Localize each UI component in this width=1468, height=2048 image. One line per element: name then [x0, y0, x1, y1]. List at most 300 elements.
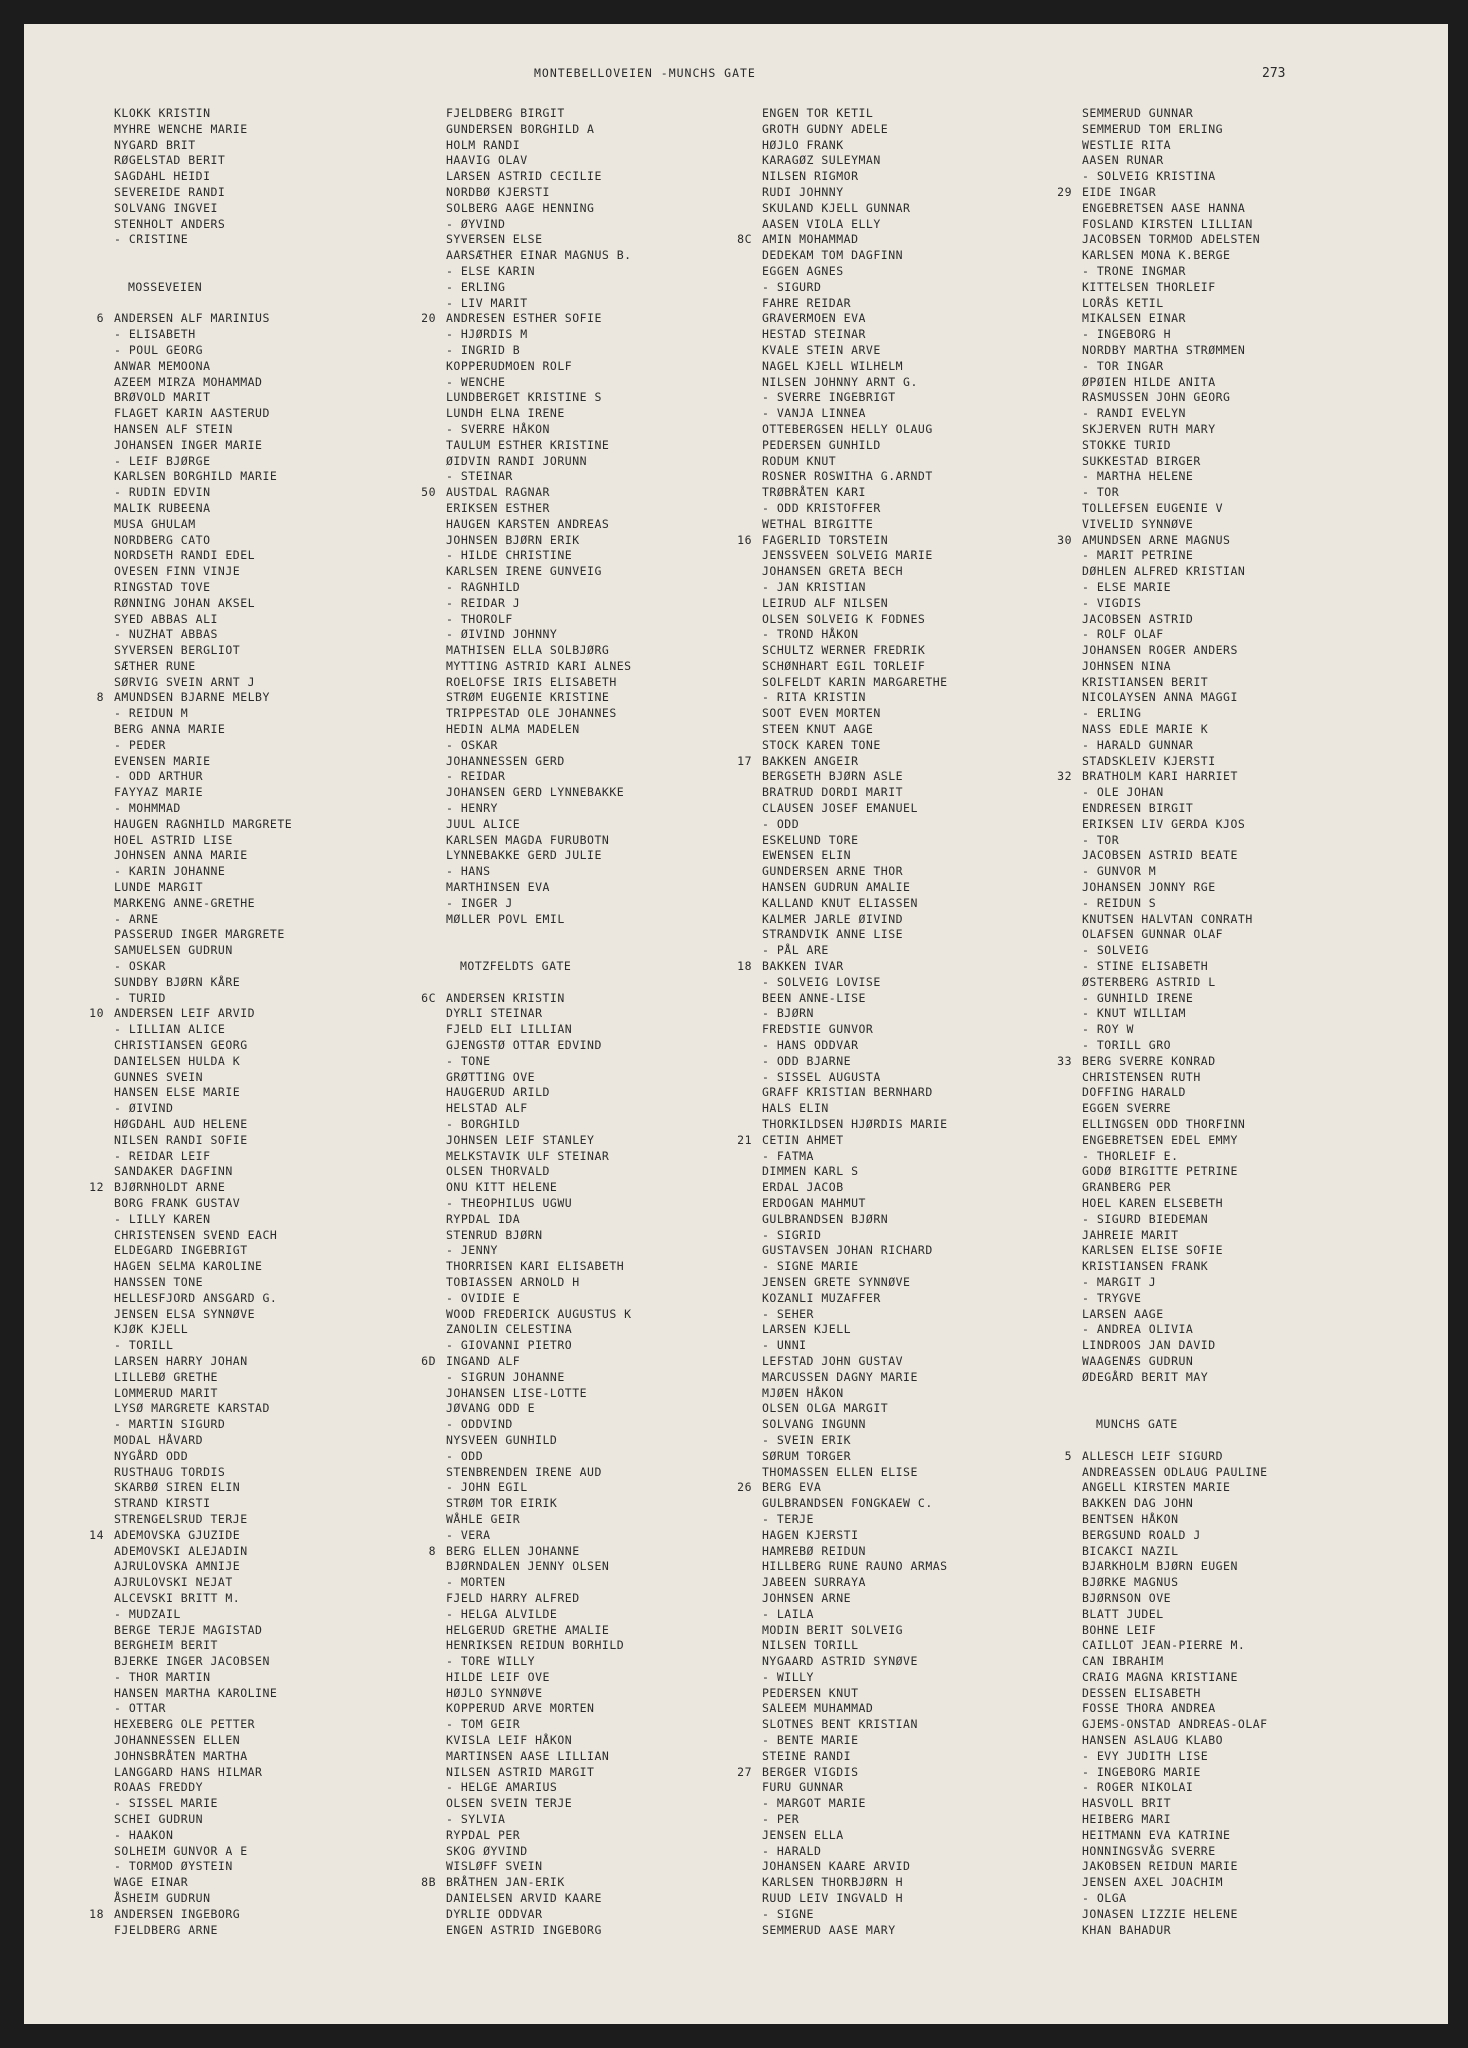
resident-entry	[86, 1496, 292, 1512]
resident-entry	[86, 1291, 292, 1307]
resident-name: EIDE INGAR	[1082, 184, 1157, 199]
resident-name: - LAILA	[762, 1606, 814, 1621]
resident-name: BERG ELLEN JOHANNE	[446, 1543, 580, 1558]
resident-name: NORDSETH RANDI EDEL	[114, 548, 256, 563]
resident-entry	[734, 1022, 948, 1038]
column-3	[734, 106, 948, 1938]
resident-name: BORG FRANK GUSTAV	[114, 1195, 241, 1210]
resident-entry	[86, 343, 292, 359]
resident-name: - TORE WILLY	[446, 1654, 536, 1669]
resident-entry	[734, 1449, 948, 1465]
resident-entry	[1054, 706, 1268, 722]
resident-entry	[734, 1212, 948, 1228]
resident-name: - TORILL	[114, 1338, 174, 1353]
resident-name: THORKILDSEN HJØRDIS MARIE	[762, 1117, 948, 1131]
resident-name: - OLE JOHAN	[1082, 785, 1164, 800]
resident-name: INGAND ALF	[446, 1353, 521, 1368]
resident-entry	[1054, 1733, 1268, 1749]
resident-name: - GIOVANNI PIETRO	[446, 1338, 573, 1353]
resident-name: STENRUD BJØRN	[446, 1227, 543, 1242]
resident-name: ESKELUND TORE	[762, 832, 859, 847]
resident-entry	[1054, 1291, 1268, 1307]
resident-name: GRAFF KRISTIAN BERNHARD	[762, 1085, 933, 1100]
resident-entry	[86, 1891, 292, 1907]
resident-name: ANDERSEN KRISTIN	[446, 990, 565, 1005]
resident-name: - SVERRE INGEBRIGT	[762, 390, 896, 405]
resident-name: BJØRNSON OVE	[1082, 1590, 1172, 1605]
resident-entry	[1054, 1654, 1268, 1670]
blank-line	[418, 975, 632, 991]
resident-name: - ERLING	[1082, 706, 1142, 721]
resident-entry	[418, 153, 632, 169]
resident-name: AASEN RUNAR	[1082, 153, 1164, 168]
resident-name: HASVOLL BRIT	[1082, 1796, 1172, 1811]
resident-entry	[734, 738, 948, 754]
resident-name: MYTTING ASTRID KARI ALNES	[446, 658, 632, 673]
resident-entry	[734, 706, 948, 722]
resident-name: - HENRY	[446, 801, 498, 816]
resident-entry	[86, 817, 292, 833]
resident-entry	[86, 912, 292, 928]
resident-entry	[418, 833, 632, 849]
resident-entry	[86, 406, 292, 422]
resident-entry	[1054, 1054, 1268, 1070]
resident-entry	[418, 485, 632, 501]
resident-name: SØRUM TORGER	[762, 1448, 852, 1463]
resident-entry	[734, 1512, 948, 1528]
resident-entry	[418, 1449, 632, 1465]
resident-name: ØSTERBERG ASTRID L	[1082, 974, 1216, 989]
resident-entry	[734, 1528, 948, 1544]
resident-entry	[1054, 1859, 1268, 1875]
resident-name: GODØ BIRGITTE PETRINE	[1082, 1164, 1238, 1179]
resident-entry	[1054, 1780, 1268, 1796]
resident-entry	[1054, 1133, 1268, 1149]
resident-entry	[86, 1085, 292, 1101]
resident-name: SÆTHER RUNE	[114, 658, 196, 673]
resident-name: JOHANSEN GRETA BECH	[762, 564, 904, 579]
resident-name: HAGEN KJERSTI	[762, 1527, 859, 1542]
resident-name: JENSEN ELSA SYNNØVE	[114, 1306, 256, 1321]
resident-entry	[418, 1006, 632, 1022]
resident-name: HAGEN SELMA KAROLINE	[114, 1259, 263, 1274]
resident-name: FAGERLID TORSTEIN	[762, 532, 889, 547]
resident-entry	[734, 1654, 948, 1670]
column-1	[86, 106, 292, 1938]
resident-entry	[1054, 564, 1268, 580]
resident-entry	[86, 1417, 292, 1433]
resident-name: - JAN KRISTIAN	[762, 579, 866, 594]
resident-name: HAUGERUD ARILD	[446, 1085, 550, 1100]
resident-entry	[418, 1149, 632, 1165]
resident-name: RODUM KNUT	[762, 453, 837, 468]
resident-entry	[1054, 1907, 1268, 1923]
resident-entry	[418, 612, 632, 628]
resident-entry	[86, 106, 292, 122]
resident-name: EWENSEN ELIN	[762, 848, 852, 863]
resident-entry	[418, 1828, 632, 1844]
resident-name: SOLFELDT KARIN MARGARETHE	[762, 674, 948, 689]
resident-entry	[1054, 1370, 1268, 1386]
resident-name: - VERA	[446, 1527, 491, 1542]
resident-entry	[1054, 1117, 1268, 1133]
resident-name: STOKKE TURID	[1082, 437, 1172, 452]
resident-name: LYNNEBAKKE GERD JULIE	[446, 848, 602, 863]
resident-entry	[734, 1717, 948, 1733]
resident-name: MØLLER POVL EMIL	[446, 911, 565, 926]
resident-name: - ELSE KARIN	[446, 263, 536, 278]
resident-entry	[418, 280, 632, 296]
resident-name: ZANOLIN CELESTINA	[446, 1322, 573, 1337]
resident-entry	[86, 864, 292, 880]
resident-name: SKULAND KJELL GUNNAR	[762, 200, 911, 215]
resident-entry	[86, 1307, 292, 1323]
resident-name: ANWAR MEMOONA	[114, 358, 211, 373]
resident-name: - HARALD GUNNAR	[1082, 737, 1194, 752]
resident-name: LOMMERUD MARIT	[114, 1385, 218, 1400]
resident-entry	[418, 1117, 632, 1133]
resident-name: SCHEI GUDRUN	[114, 1812, 204, 1827]
resident-name: BJERKE INGER JACOBSEN	[114, 1654, 270, 1669]
resident-name: JACOBSEN TORMOD ADELSTEN	[1082, 232, 1261, 247]
resident-name: NYGARD BRIT	[114, 137, 196, 152]
resident-name: - HELGE AMARIUS	[446, 1780, 558, 1795]
resident-name: CHRISTENSEN SVEND EACH	[114, 1227, 278, 1242]
resident-name: - TOR INGAR	[1082, 358, 1164, 373]
resident-entry	[1054, 1354, 1268, 1370]
resident-name: THOMASSEN ELLEN ELISE	[762, 1464, 918, 1479]
resident-entry	[86, 1859, 292, 1875]
resident-name: ROELOFSE IRIS ELISABETH	[446, 674, 617, 689]
resident-entry	[734, 722, 948, 738]
resident-entry	[734, 327, 948, 343]
resident-entry	[86, 548, 292, 564]
resident-entry	[734, 864, 948, 880]
resident-entry	[86, 1480, 292, 1496]
resident-entry	[734, 975, 948, 991]
resident-name: ANDREASSEN ODLAUG PAULINE	[1082, 1464, 1268, 1479]
resident-name: - BORGHILD	[446, 1117, 521, 1131]
resident-name: ÅSHEIM GUDRUN	[114, 1891, 211, 1906]
resident-name: JENSEN ELLA	[762, 1827, 844, 1842]
resident-name: SEVEREIDE RANDI	[114, 184, 226, 199]
resident-name: LUNDE MARGIT	[114, 880, 204, 895]
resident-entry	[1054, 1164, 1268, 1180]
resident-name: ANDERSEN INGEBORG	[114, 1906, 241, 1921]
resident-entry	[1054, 359, 1268, 375]
resident-name: - THOROLF	[446, 611, 513, 626]
resident-entry	[418, 1070, 632, 1086]
resident-name: HILLBERG RUNE RAUNO ARMAS	[762, 1559, 948, 1574]
resident-entry	[86, 1338, 292, 1354]
resident-name: - ØIVIND	[114, 1101, 174, 1116]
resident-entry	[1054, 1923, 1268, 1939]
resident-name: KHAN BAHADUR	[1082, 1922, 1172, 1937]
resident-entry	[418, 1480, 632, 1496]
resident-name: JOHNSEN LEIF STANLEY	[446, 1132, 595, 1147]
resident-name: - THORLEIF E.	[1082, 1148, 1179, 1163]
resident-name: SAGDAHL HEIDI	[114, 169, 211, 184]
resident-entry	[418, 390, 632, 406]
resident-entry	[1054, 817, 1268, 833]
street-heading	[1054, 1417, 1268, 1433]
resident-name: - WILLY	[762, 1669, 814, 1684]
resident-name: HEDIN ALMA MADELEN	[446, 722, 580, 737]
resident-name: JENSSVEEN SOLVEIG MARIE	[762, 548, 933, 563]
resident-name: - ELSE MARIE	[1082, 579, 1172, 594]
resident-name: - HAAKON	[114, 1827, 174, 1842]
resident-name: ANDERSEN LEIF ARVID	[114, 1006, 256, 1021]
resident-entry	[734, 627, 948, 643]
resident-entry	[734, 880, 948, 896]
resident-entry	[86, 1749, 292, 1765]
resident-entry	[418, 296, 632, 312]
resident-entry	[734, 454, 948, 470]
resident-entry	[734, 1133, 948, 1149]
resident-entry	[86, 1844, 292, 1860]
resident-name: MYHRE WENCHE MARIE	[114, 121, 248, 136]
resident-name: - ERLING	[446, 279, 506, 294]
resident-entry	[734, 343, 948, 359]
resident-entry	[418, 169, 632, 185]
resident-entry	[734, 485, 948, 501]
resident-entry	[734, 1907, 948, 1923]
resident-name: - TERJE	[762, 1511, 814, 1526]
resident-entry	[1054, 1322, 1268, 1338]
resident-name: - SISSEL MARIE	[114, 1796, 218, 1811]
resident-name: JOHANSEN ROGER ANDERS	[1082, 643, 1238, 658]
resident-name: - ROGER NIKOLAI	[1082, 1780, 1194, 1795]
house-number: 20	[421, 311, 436, 326]
resident-name: WAGE EINAR	[114, 1875, 189, 1890]
resident-name: NASS EDLE MARIE K	[1082, 722, 1209, 737]
resident-name: KVALE STEIN ARVE	[762, 342, 881, 357]
resident-name: NORDBY MARTHA STRØMMEN	[1082, 342, 1246, 357]
resident-name: JOHANSEN KAARE ARVID	[762, 1859, 911, 1874]
resident-name: AASEN VIOLA ELLY	[762, 216, 881, 231]
blank-line	[418, 927, 632, 943]
resident-entry	[86, 722, 292, 738]
resident-name: SOLHEIM GUNVOR A E	[114, 1843, 248, 1858]
resident-entry	[418, 1670, 632, 1686]
resident-name: VIVELID SYNNØVE	[1082, 516, 1194, 531]
resident-name: HAUGEN RAGNHILD MARGRETE	[114, 816, 293, 831]
resident-entry	[1054, 769, 1268, 785]
resident-name: SANDAKER DAGFINN	[114, 1164, 233, 1179]
resident-name: HØJLO SYNNØVE	[446, 1685, 543, 1700]
resident-name: - TORILL GRO	[1082, 1038, 1172, 1053]
resident-name: BJØRKE MAGNUS	[1082, 1575, 1179, 1590]
resident-name: - RUDIN EDVIN	[114, 485, 211, 500]
resident-name: AARSÆTHER EINAR MAGNUS B.	[446, 248, 632, 263]
resident-entry	[418, 438, 632, 454]
resident-entry	[418, 138, 632, 154]
resident-entry	[734, 596, 948, 612]
resident-entry	[418, 580, 632, 596]
resident-entry	[1054, 390, 1268, 406]
resident-name: - ODD	[762, 816, 800, 831]
resident-name: BERGHEIM BERIT	[114, 1638, 218, 1653]
resident-entry	[86, 311, 292, 327]
resident-name: GUSTAVSEN JOHAN RICHARD	[762, 1243, 933, 1258]
resident-entry	[86, 454, 292, 470]
resident-name: - ROLF OLAF	[1082, 627, 1164, 642]
resident-name: - THOR MARTIN	[114, 1669, 211, 1684]
resident-entry	[1054, 1022, 1268, 1038]
resident-name: - INGRID B	[446, 342, 521, 357]
resident-entry	[86, 754, 292, 770]
resident-name: DANIELSEN ARVID KAARE	[446, 1891, 602, 1906]
resident-name: KOPPERUDMOEN ROLF	[446, 358, 573, 373]
resident-name: STRØM TOR EIRIK	[446, 1496, 558, 1511]
resident-name: FREDSTIE GUNVOR	[762, 1022, 874, 1037]
resident-name: AJRULOVSKA AMNIJE	[114, 1559, 241, 1574]
resident-entry	[86, 1149, 292, 1165]
resident-entry	[734, 1828, 948, 1844]
resident-entry	[418, 1401, 632, 1417]
resident-entry	[734, 912, 948, 928]
resident-name: ALCEVSKI BRITT M.	[114, 1590, 241, 1605]
resident-entry	[86, 769, 292, 785]
resident-entry	[734, 580, 948, 596]
resident-entry	[418, 1623, 632, 1639]
resident-name: - PÅL ARE	[762, 943, 829, 958]
resident-name: - FATMA	[762, 1148, 814, 1163]
column-2	[418, 106, 632, 1938]
resident-entry	[734, 1686, 948, 1702]
resident-entry	[734, 833, 948, 849]
resident-entry	[734, 659, 948, 675]
resident-name: LANGGARD HANS HILMAR	[114, 1764, 263, 1779]
resident-name: BERGSUND ROALD J	[1082, 1527, 1201, 1542]
resident-name: - OSKAR	[446, 737, 498, 752]
resident-name: FJELD HARRY ALFRED	[446, 1590, 580, 1605]
resident-name: ENGEBRETSEN AASE HANNA	[1082, 200, 1246, 215]
resident-entry	[418, 1859, 632, 1875]
resident-entry	[418, 1085, 632, 1101]
resident-entry	[734, 1480, 948, 1496]
resident-entry	[734, 1465, 948, 1481]
resident-entry	[418, 1796, 632, 1812]
resident-entry	[734, 848, 948, 864]
resident-entry	[418, 1638, 632, 1654]
resident-name: FAHRE REIDAR	[762, 295, 852, 310]
resident-entry	[734, 1638, 948, 1654]
resident-name: STRENGELSRUD TERJE	[114, 1511, 248, 1526]
resident-entry	[86, 959, 292, 975]
resident-entry	[418, 1733, 632, 1749]
resident-name: - SOLVEIG LOVISE	[762, 974, 881, 989]
resident-name: TOBIASSEN ARNOLD H	[446, 1274, 580, 1289]
resident-entry	[1054, 343, 1268, 359]
resident-entry	[86, 1070, 292, 1086]
resident-name: SOLVANG INGUNN	[762, 1417, 866, 1432]
resident-entry	[734, 1370, 948, 1386]
resident-entry	[734, 106, 948, 122]
resident-entry	[86, 1022, 292, 1038]
house-number: 32	[1057, 769, 1072, 784]
resident-entry	[418, 769, 632, 785]
resident-name: - LIV MARIT	[446, 295, 528, 310]
resident-name: NYGÅRD ODD	[114, 1448, 189, 1463]
resident-name: - PEDER	[114, 737, 166, 752]
resident-entry	[86, 1322, 292, 1338]
resident-name: SEMMERUD GUNNAR	[1082, 106, 1194, 120]
resident-name: HEIBERG MARI	[1082, 1812, 1172, 1827]
resident-name: KARLSEN BORGHILD MARIE	[114, 469, 278, 484]
resident-name: - HANS ODDVAR	[762, 1038, 859, 1053]
resident-entry	[86, 627, 292, 643]
resident-name: HANSSEN TONE	[114, 1274, 204, 1289]
resident-name: SØRVIG SVEIN ARNT J	[114, 674, 256, 689]
resident-entry	[86, 1054, 292, 1070]
resident-entry	[418, 375, 632, 391]
resident-entry	[418, 1354, 632, 1370]
house-number: 10	[89, 1006, 104, 1021]
house-number: 33	[1057, 1053, 1072, 1068]
resident-name: - MARTHA HELENE	[1082, 469, 1194, 484]
resident-name: JOHNSEN BJØRN ERIK	[446, 532, 580, 547]
resident-name: ENGEN TOR KETIL	[762, 106, 874, 120]
resident-entry	[1054, 201, 1268, 217]
blank-line	[418, 943, 632, 959]
resident-entry	[734, 754, 948, 770]
house-number: 6D	[421, 1353, 436, 1368]
resident-name: HØJLO FRANK	[762, 137, 844, 152]
resident-entry	[418, 659, 632, 675]
resident-entry	[86, 1370, 292, 1386]
resident-entry	[418, 738, 632, 754]
resident-entry	[86, 485, 292, 501]
resident-entry	[86, 232, 292, 248]
resident-entry	[86, 1923, 292, 1939]
resident-entry	[418, 1196, 632, 1212]
resident-entry	[734, 153, 948, 169]
resident-entry	[1054, 1038, 1268, 1054]
resident-name: KARLSEN MONA K.BERGE	[1082, 248, 1231, 263]
resident-entry	[1054, 1559, 1268, 1575]
resident-name: CETIN AHMET	[762, 1132, 844, 1147]
resident-name: HELGERUD GRETHE AMALIE	[446, 1622, 610, 1637]
resident-name: - EVY JUDITH LISE	[1082, 1748, 1209, 1763]
resident-entry	[86, 643, 292, 659]
resident-entry	[734, 296, 948, 312]
resident-entry	[418, 1812, 632, 1828]
resident-entry	[418, 1322, 632, 1338]
resident-name: STOCK KAREN TONE	[762, 737, 881, 752]
resident-entry	[86, 327, 292, 343]
resident-name: STENBRENDEN IRENE AUD	[446, 1464, 602, 1479]
resident-entry	[86, 1180, 292, 1196]
resident-entry	[1054, 1228, 1268, 1244]
resident-entry	[86, 848, 292, 864]
resident-entry	[1054, 927, 1268, 943]
resident-entry	[418, 643, 632, 659]
resident-entry	[1054, 1891, 1268, 1907]
resident-entry	[418, 690, 632, 706]
resident-entry	[1054, 864, 1268, 880]
resident-entry	[418, 912, 632, 928]
resident-name: - JOHN EGIL	[446, 1480, 528, 1495]
resident-name: BENTSEN HÅKON	[1082, 1511, 1179, 1526]
resident-entry	[734, 185, 948, 201]
resident-name: EVENSEN MARIE	[114, 753, 211, 768]
blank-line	[86, 248, 292, 264]
resident-entry	[418, 406, 632, 422]
resident-name: NORDBØ KJERSTI	[446, 184, 550, 199]
resident-name: ENGEN ASTRID INGEBORG	[446, 1922, 602, 1937]
resident-name: KARAGØZ SULEYMAN	[762, 153, 881, 168]
